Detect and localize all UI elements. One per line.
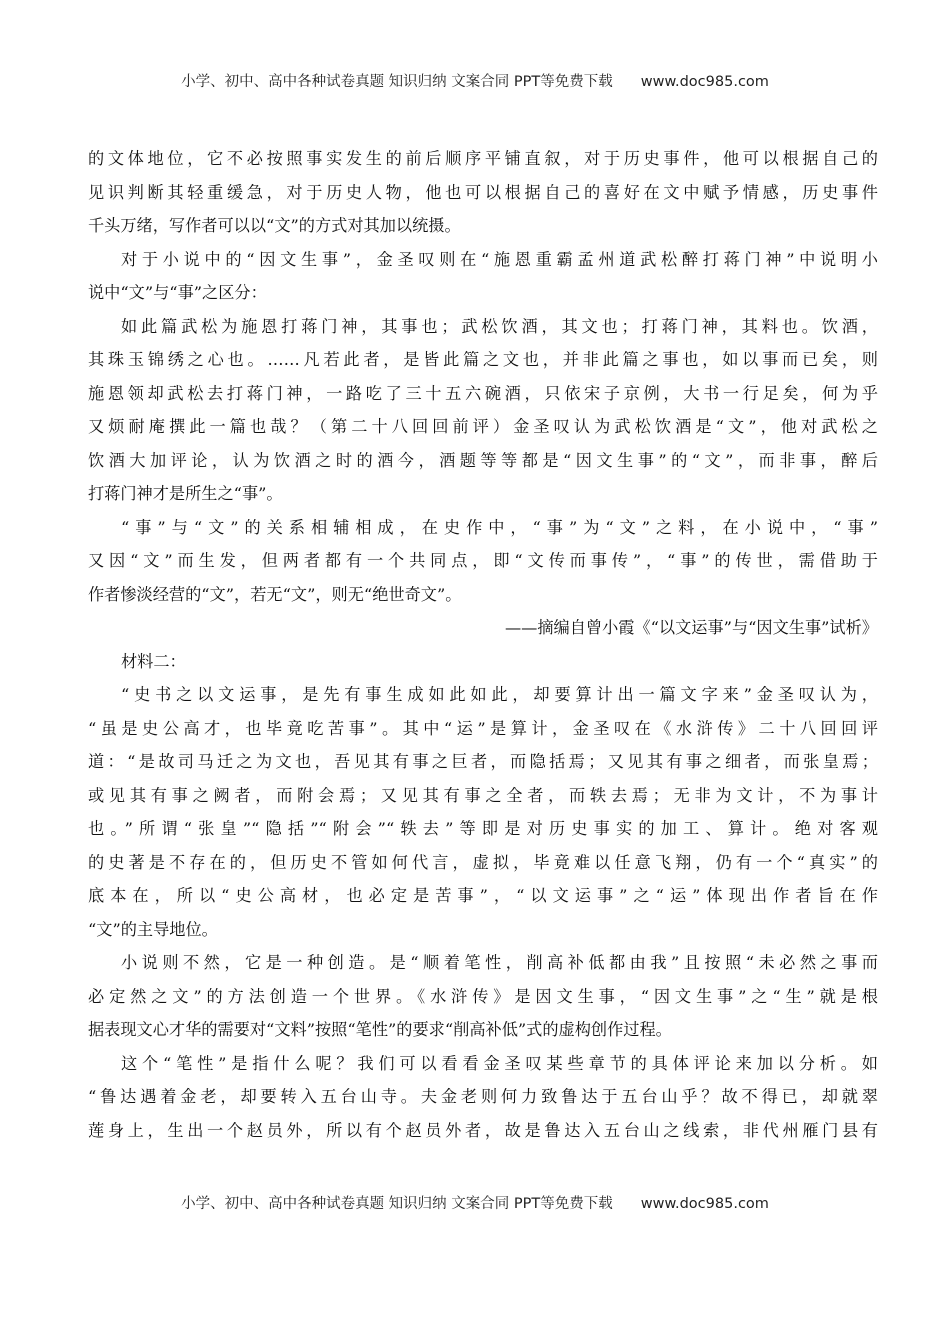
text-line: 又烦耐庵撰此一篇也哉？（第二十八回回前评）金圣叹认为武松饮酒是“文”，他对武松之 bbox=[88, 417, 878, 436]
text-line: 其珠玉锦绣之心也。……凡若此者，是皆此篇之文也，并非此篇之事也，如以事而已矣，则 bbox=[88, 350, 878, 369]
text-line: 或见其有事之阙者，而附会焉；又见其有事之全者，而轶去焉；无非为文计，不为事计 bbox=[88, 785, 878, 805]
text-line: 千头万绪，写作者可以以“文”的方式对其加以统摄。 bbox=[88, 216, 461, 235]
text-line: 施恩领却武松去打蒋门神，一路吃了三十五六碗酒，只依宋子京例，大书一行足矣，何为乎 bbox=[88, 383, 878, 403]
text-line: 据表现文心才华的需要对“文料”按照“笔性”的要求“削高补低”式的虚构创作过程。 bbox=[88, 1020, 672, 1039]
text-line: 说中“文”与“事”之区分： bbox=[88, 283, 267, 302]
text-line: 必定然之文”的方法创造一个世界。《水浒传》是因文生事，“因文生事”之“生”就是根 bbox=[88, 986, 878, 1006]
header-site-link[interactable]: www.doc985.com bbox=[640, 74, 769, 90]
page-header bbox=[0, 70, 950, 91]
text-line: 如此篇武松为施恩打蒋门神，其事也；武松饮酒，其文也；打蒋门神，其料也。饮酒， bbox=[121, 316, 878, 336]
section-heading: 材料二： bbox=[121, 651, 186, 671]
text-line: “鲁达遇着金老，却要转入五台山寺。夫金老则何力致鲁达于五台山乎？故不得已，却就翠 bbox=[88, 1087, 878, 1106]
text-line: 底本在，所以“史公高材，也必定是苦事”，“以文运事”之“运”体现出作者旨在作 bbox=[88, 886, 878, 905]
document-body bbox=[88, 142, 878, 1147]
text-line: 这个“笔性”是指什么呢？我们可以看看金圣叹某些章节的具体评论来加以分析。如 bbox=[121, 1053, 878, 1073]
page-footer bbox=[0, 1192, 950, 1213]
text-line: 作者惨淡经营的“文”，若无“文”，则无“绝世奇文”。 bbox=[88, 584, 462, 604]
text-line: 打蒋门神才是所生之“事”。 bbox=[88, 484, 283, 503]
text-line: 的文体地位，它不必按照事实发生的前后顺序平铺直叙，对于历史事件，他可以根据自己的 bbox=[88, 149, 878, 168]
text-line: 小说则不然，它是一种创造。是“顺着笔性，削高补低都由我”且按照“未必然之事而 bbox=[121, 953, 878, 972]
source-citation: ——摘编自曾小霞《“以文运事”与“因文生事”试析》 bbox=[504, 618, 878, 637]
text-line: 莲身上，生出一个赵员外，所以有个赵员外者，故是鲁达入五台山之线索，非代州雁门县有 bbox=[88, 1120, 878, 1140]
text-line: “文”的主导地位。 bbox=[88, 919, 218, 939]
header-text: 小学、初中、高中各种试卷真题 知识归纳 文案合同 PPT等免费下载 bbox=[181, 74, 613, 90]
text-line: 的史著是不存在的，但历史不管如何代言，虚拟，毕竟难以任意飞翔，仍有一个“真实”的 bbox=[88, 852, 878, 872]
footer-site-link[interactable]: www.doc985.com bbox=[640, 1196, 769, 1212]
footer-text: 小学、初中、高中各种试卷真题 知识归纳 文案合同 PPT等免费下载 bbox=[181, 1196, 613, 1212]
text-line: 见识判断其轻重缓急，对于历史人物，他也可以根据自己的喜好在文中赋予情感，历史事件 bbox=[88, 182, 878, 202]
text-line: “史书之以文运事，是先有事生成如此如此，却要算计出一篇文字来”金圣叹认为， bbox=[121, 685, 878, 704]
text-line: 对于小说中的“因文生事”，金圣叹则在“施恩重霸孟州道武松醉打蒋门神”中说明小 bbox=[121, 249, 878, 269]
text-line: 也。”所谓“张皇”“隐括”“附会”“轶去”等即是对历史事实的加工、算计。绝对客观 bbox=[88, 819, 878, 838]
text-line: 道：“是故司马迁之为文也，吾见其有事之巨者，而隐括焉；又见其有事之细者，而张皇焉； bbox=[88, 752, 878, 771]
text-line: 又因“文”而生发，但两者都有一个共同点，即“文传而事传”，“事”的传世，需借助于 bbox=[88, 551, 878, 570]
text-line: 饮酒大加评论，认为饮酒之时的酒今，酒题等等都是“因文生事”的“文”，而非事，醉后 bbox=[88, 450, 878, 470]
text-line: “事”与“文”的关系相辅相成，在史作中，“事”为“文”之料，在小说中，“事” bbox=[121, 517, 878, 537]
text-line: “虽是史公高才，也毕竟吃苦事”。其中“运”是算计，金圣叹在《水浒传》二十八回回评 bbox=[88, 718, 878, 738]
